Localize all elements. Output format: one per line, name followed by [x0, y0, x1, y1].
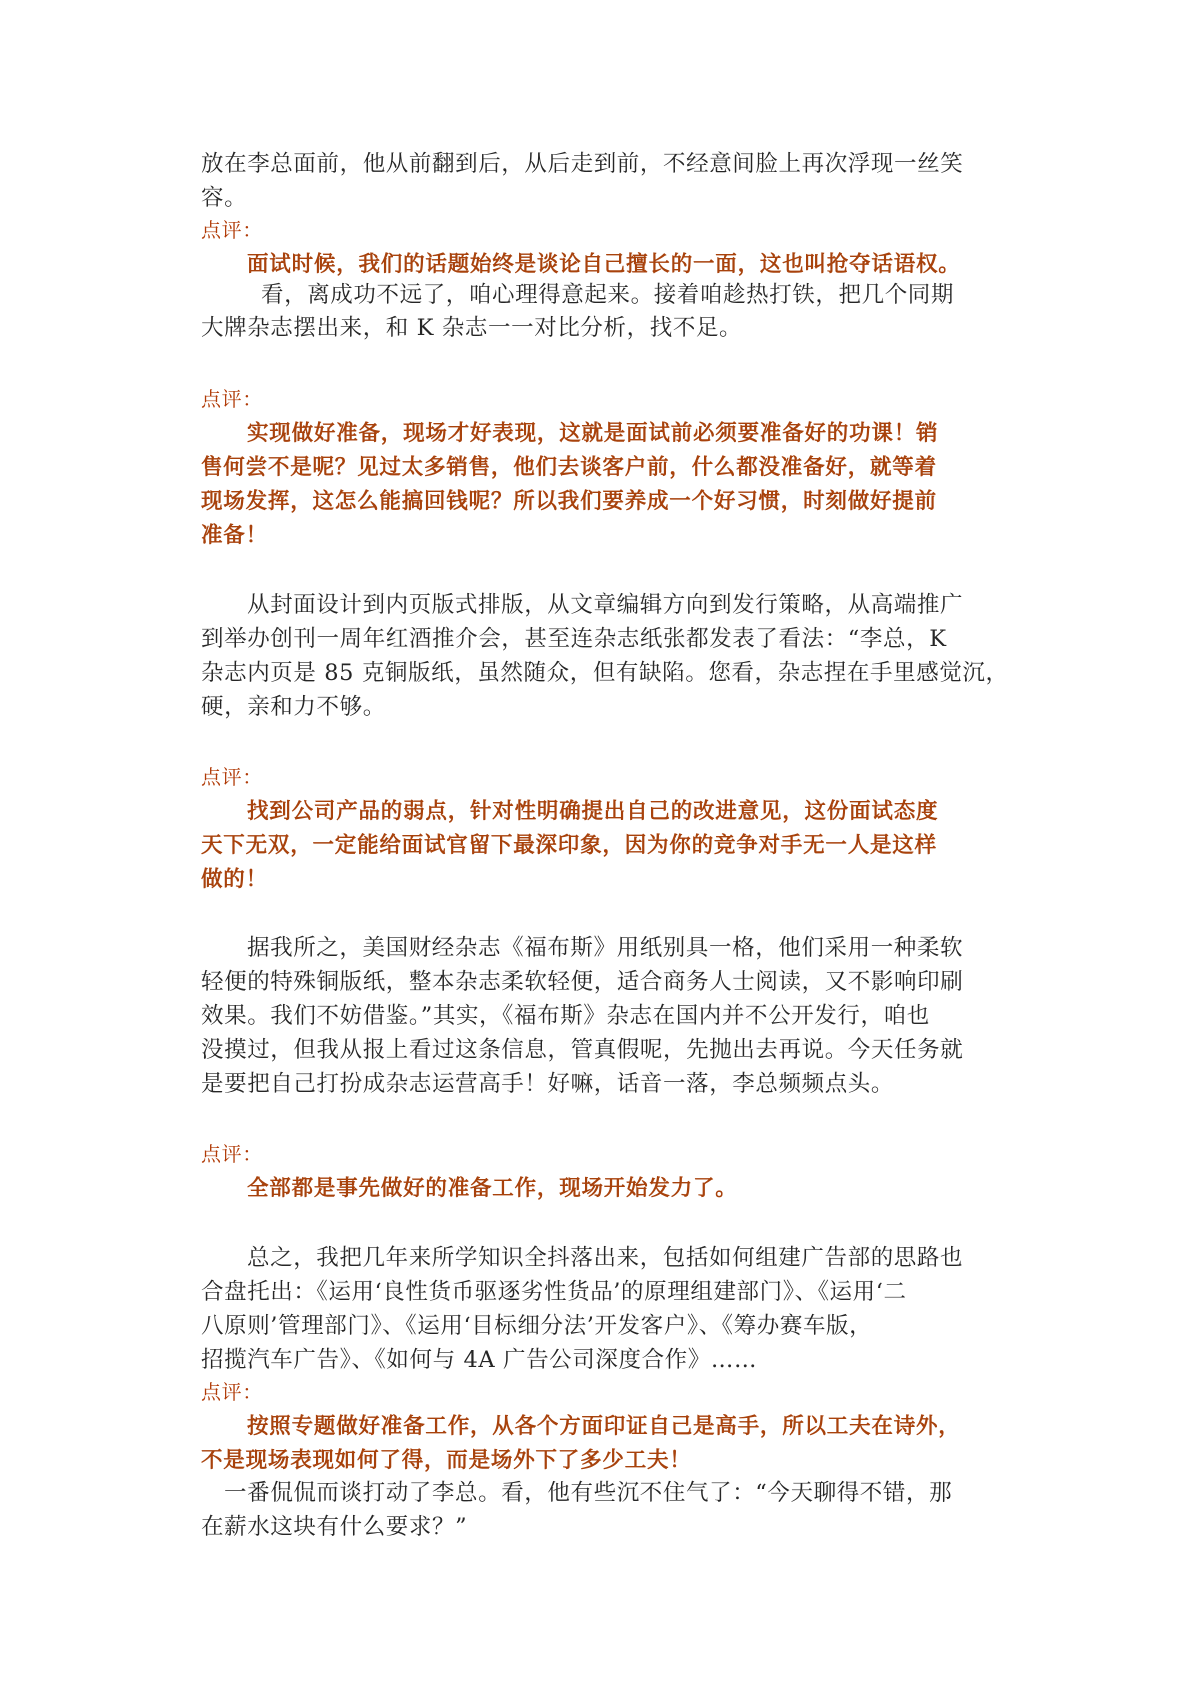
paragraph-line: 到举办创刊一周年红酒推介会，甚至连杂志纸张都发表了看法：“李总，K: [201, 626, 947, 652]
paragraph-line: 一番侃侃而谈打动了李总。看，他有些沉不住气了：“今天聊得不错，那: [224, 1480, 953, 1506]
review-comment-line: 现场发挥，这怎么能搞回钱呢？所以我们要养成一个好习惯，时刻做好提前: [201, 489, 937, 514]
review-comment-line: 找到公司产品的弱点，针对性明确提出自己的改进意见，这份面试态度: [247, 799, 939, 824]
review-label: 点评：: [201, 387, 263, 411]
paragraph-line: 大牌杂志摆出来，和 K 杂志一一对比分析，找不足。: [201, 315, 743, 341]
review-comment-line: 做的！: [201, 867, 268, 892]
review-label: 点评：: [201, 1380, 263, 1404]
review-label: 点评：: [201, 218, 263, 242]
paragraph-line: 轻便的特殊铜版纸，整本杂志柔软轻便，适合商务人士阅读，又不影响印刷: [201, 969, 964, 995]
review-comment-line: 全部都是事先做好的准备工作，现场开始发力了。: [247, 1176, 738, 1201]
paragraph-line: 杂志内页是 85 克铜版纸，虽然随众，但有缺陷。您看，杂志捏在手里感觉沉，: [201, 660, 1009, 686]
paragraph-line: 看，离成功不远了，咱心理得意起来。接着咱趁热打铁，把几个同期: [261, 282, 955, 308]
paragraph-line: 是要把自己打扮成杂志运营高手！好嘛，话音一落，李总频频点头。: [201, 1071, 895, 1097]
paragraph-line: 放在李总面前，他从前翻到后，从后走到前，不经意间脸上再次浮现一丝笑: [201, 151, 964, 177]
review-comment-line: 不是现场表现如何了得，而是场外下了多少工夫！: [201, 1448, 692, 1473]
review-comment-line: 准备！: [201, 523, 268, 548]
review-comment-line: 面试时候，我们的话题始终是谈论自己擅长的一面，这也叫抢夺话语权。: [247, 252, 961, 277]
paragraph-line: 八原则’管理部门》、《运用‘目标细分法’开发客户》、《筹办赛车版，: [201, 1313, 873, 1339]
paragraph-line: 硬，亲和力不够。: [201, 694, 386, 720]
review-comment-line: 实现做好准备，现场才好表现，这就是面试前必须要准备好的功课！销: [247, 421, 939, 446]
paragraph-line: 合盘托出：《运用‘良性货币驱逐劣性货品’的原理组建部门》、《运用‘二: [201, 1279, 907, 1305]
review-comment-line: 售何尝不是呢？见过太多销售，他们去谈客户前，什么都没准备好，就等着: [201, 455, 937, 480]
review-label: 点评：: [201, 765, 263, 789]
paragraph-line: 容。: [201, 185, 248, 211]
paragraph-line: 效果。我们不妨借鉴。”其实，《福布斯》杂志在国内并不公开发行，咱也: [201, 1003, 930, 1029]
review-label: 点评：: [201, 1142, 263, 1166]
review-comment-line: 天下无双，一定能给面试官留下最深印象，因为你的竞争对手无一人是这样: [201, 833, 937, 858]
paragraph-line: 据我所之，美国财经杂志《福布斯》用纸别具一格，他们采用一种柔软: [247, 935, 964, 961]
paragraph-line: 从封面设计到内页版式排版，从文章编辑方向到发行策略，从高端推广: [247, 592, 964, 618]
paragraph-line: 在薪水这块有什么要求？”: [201, 1514, 468, 1540]
paragraph-line: 没摸过，但我从报上看过这条信息，管真假呢，先抛出去再说。今天任务就: [201, 1037, 964, 1063]
paragraph-line: 总之，我把几年来所学知识全抖落出来，包括如何组建广告部的思路也: [247, 1245, 964, 1271]
paragraph-line: 招揽汽车广告》、《如何与 4A 广告公司深度合作》……: [201, 1347, 758, 1373]
review-comment-line: 按照专题做好准备工作，从各个方面印证自己是高手，所以工夫在诗外，: [247, 1414, 961, 1439]
